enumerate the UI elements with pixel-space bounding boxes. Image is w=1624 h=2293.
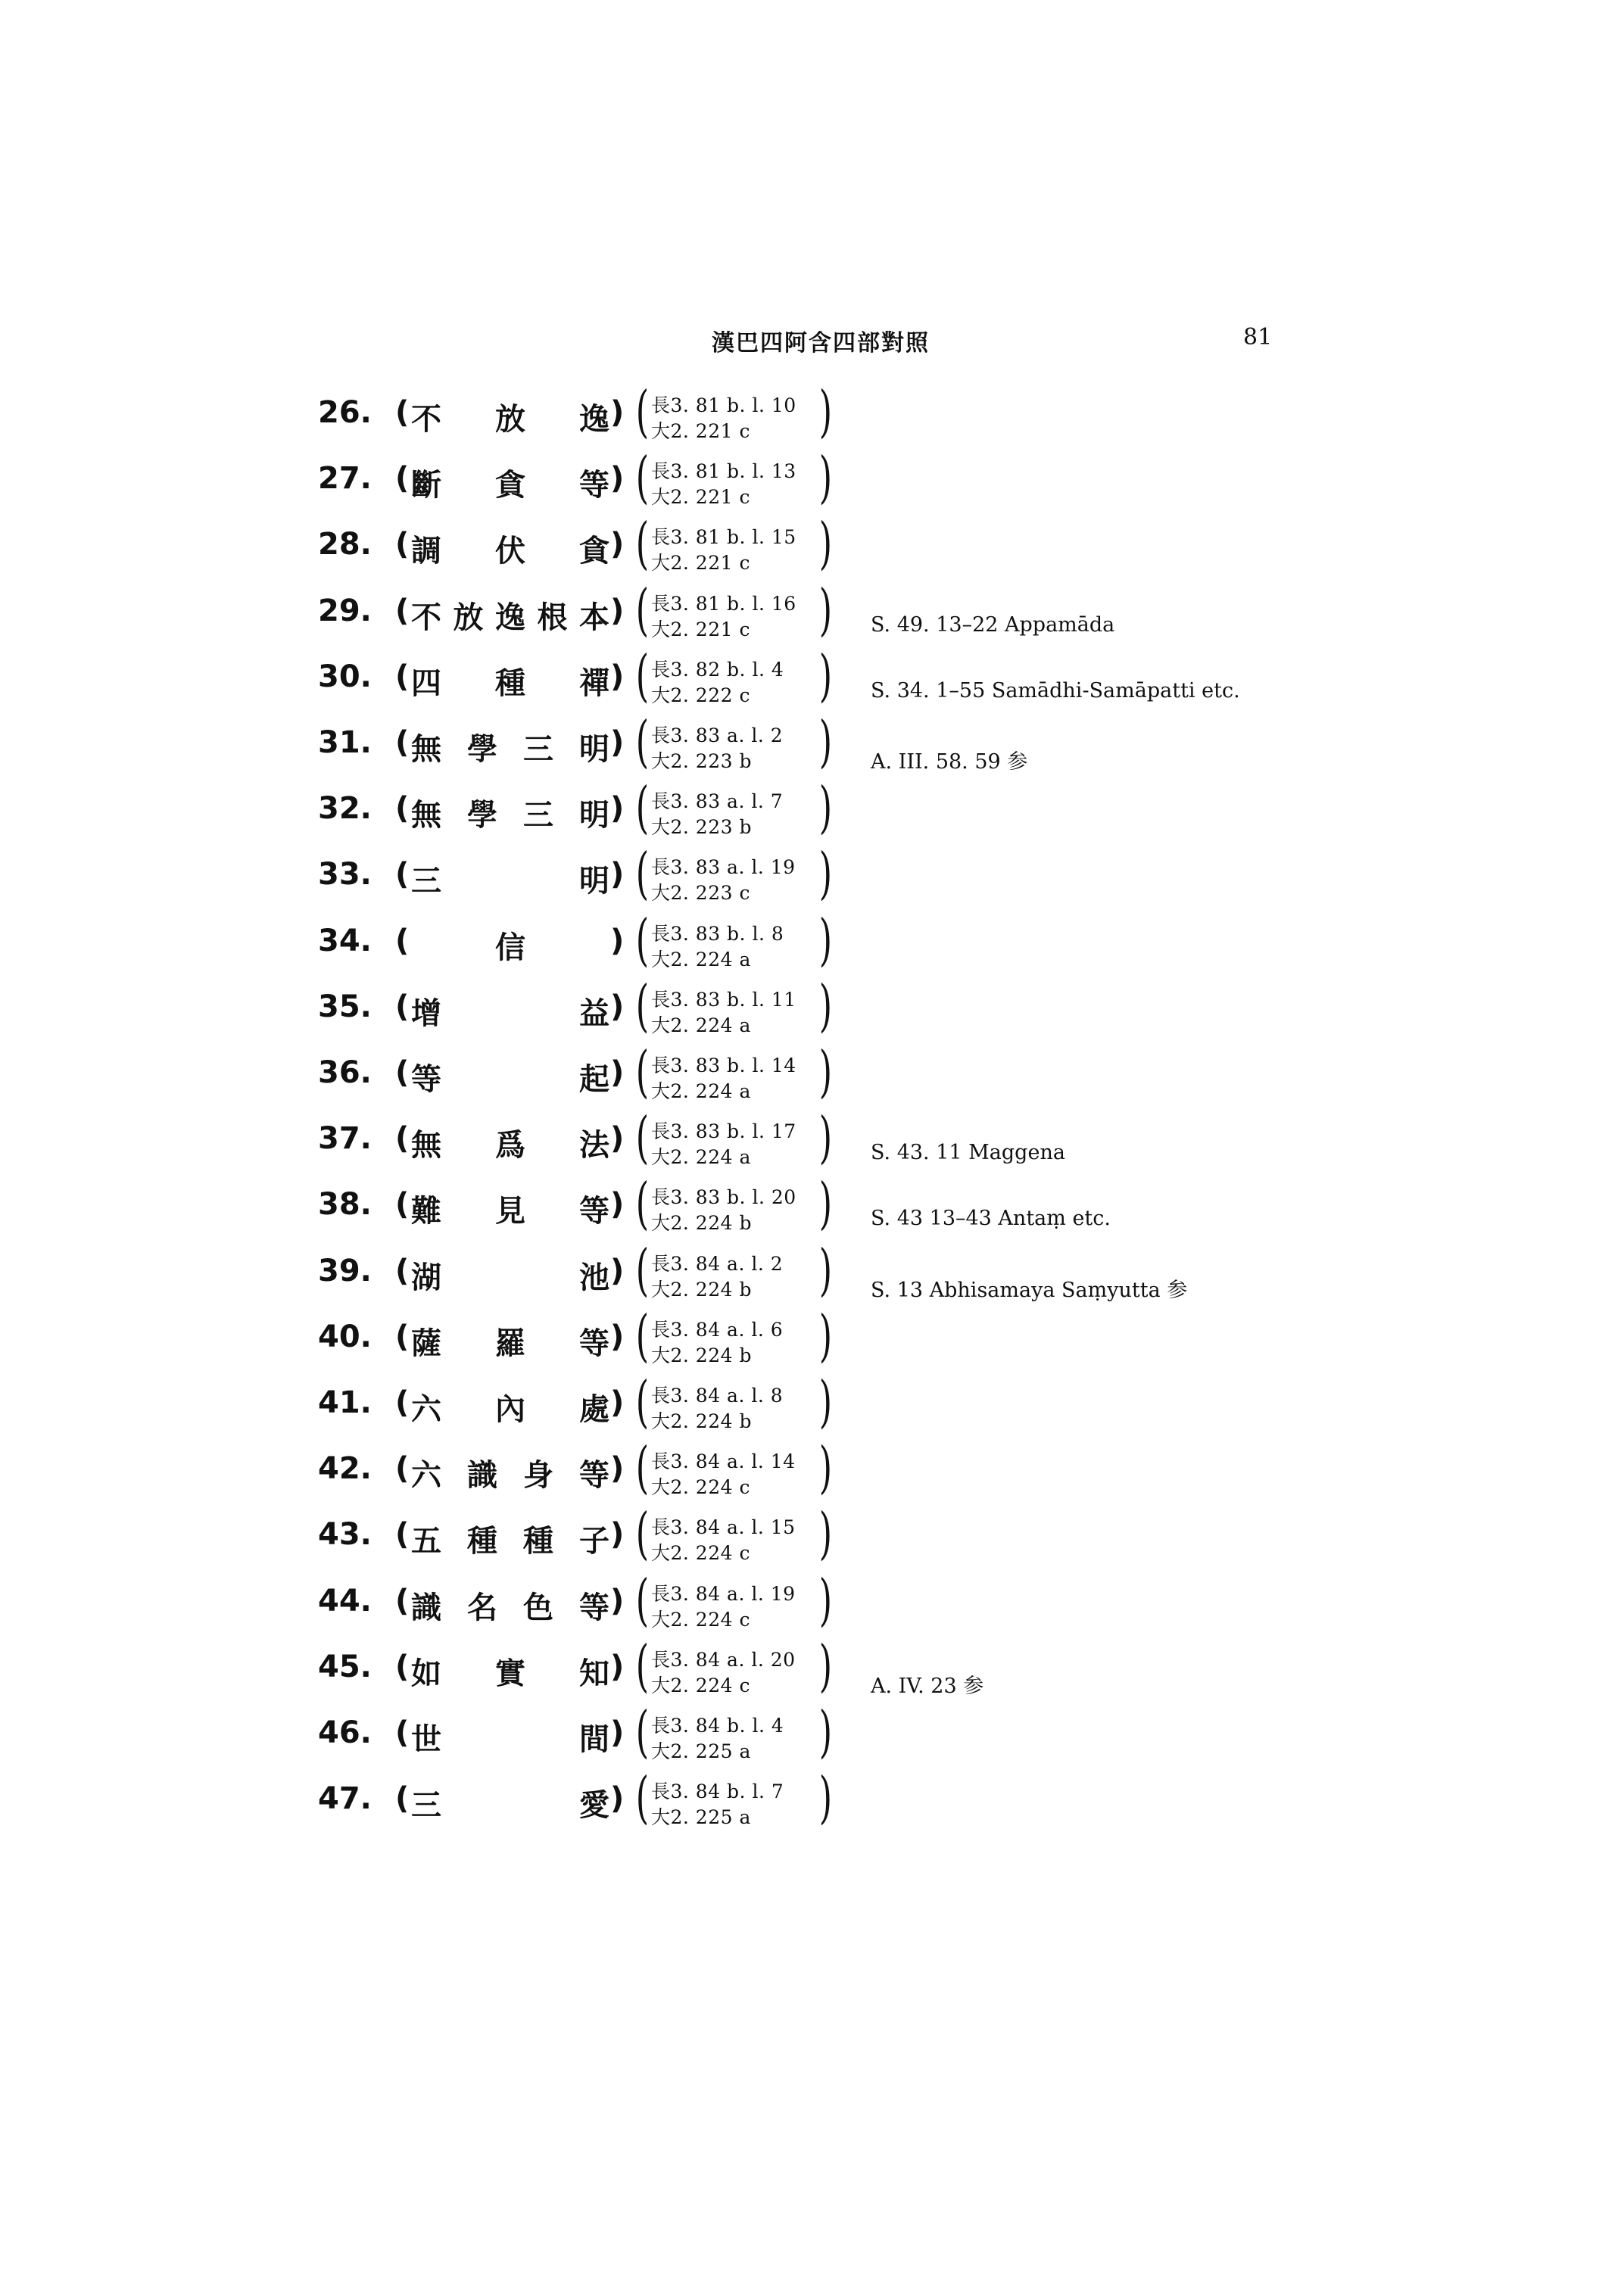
entry-title: 六 內 處 bbox=[411, 1392, 609, 1427]
reference-taisho: 大2. 225 a bbox=[651, 1806, 751, 1829]
reference-agama: 長3. 83 a. l. 19 bbox=[651, 856, 796, 879]
entry-number: 32. bbox=[318, 791, 372, 827]
reference-agama: 長3. 82 b. l. 4 bbox=[651, 658, 784, 681]
reference-block bbox=[631, 1303, 843, 1371]
title-open-paren: ( bbox=[395, 725, 410, 760]
entry-title: 四 種 禪 bbox=[411, 665, 609, 701]
title-close-paren: ) bbox=[610, 1583, 625, 1618]
reference-block bbox=[631, 1237, 843, 1305]
title-close-paren: ) bbox=[610, 461, 625, 497]
reference-open-paren: ( bbox=[635, 1567, 650, 1633]
reference-block bbox=[631, 379, 843, 447]
list-item bbox=[0, 1105, 1624, 1173]
reference-close-paren: ) bbox=[818, 1765, 833, 1831]
reference-taisho: 大2. 224 c bbox=[651, 1542, 750, 1565]
list-item bbox=[0, 445, 1624, 512]
reference-agama: 長3. 84 a. l. 19 bbox=[651, 1582, 796, 1605]
reference-agama: 長3. 84 a. l. 14 bbox=[651, 1450, 796, 1473]
reference-block bbox=[631, 577, 843, 645]
entry-number: 37. bbox=[318, 1121, 372, 1157]
reference-block bbox=[631, 709, 843, 777]
reference-close-paren: ) bbox=[818, 379, 833, 444]
reference-close-paren: ) bbox=[818, 1171, 833, 1237]
reference-agama: 長3. 84 a. l. 20 bbox=[651, 1648, 796, 1671]
reference-block bbox=[631, 907, 843, 975]
entry-number: 47. bbox=[318, 1781, 372, 1817]
entry-title: 斷 貪 等 bbox=[411, 468, 609, 503]
reference-taisho: 大2. 224 b bbox=[651, 1410, 752, 1432]
reference-block bbox=[631, 1765, 843, 1833]
list-item bbox=[0, 709, 1624, 777]
reference-close-paren: ) bbox=[818, 1501, 833, 1567]
reference-agama: 長3. 83 b. l. 11 bbox=[651, 988, 796, 1011]
title-close-paren: ) bbox=[610, 791, 625, 827]
title-open-paren: ( bbox=[395, 1781, 410, 1817]
title-open-paren: ( bbox=[395, 1121, 410, 1157]
reference-open-paren: ( bbox=[635, 1171, 650, 1237]
reference-open-paren: ( bbox=[635, 577, 650, 643]
reference-taisho: 大2. 222 c bbox=[651, 684, 750, 706]
entry-number: 31. bbox=[318, 725, 372, 760]
reference-block bbox=[631, 643, 843, 711]
reference-open-paren: ( bbox=[635, 445, 650, 511]
entry-title: 難 見 等 bbox=[411, 1194, 609, 1229]
pali-reference: S. 13 Abhisamaya Saṃyutta 参 bbox=[871, 1278, 1188, 1302]
list-item bbox=[0, 1765, 1624, 1833]
reference-agama: 長3. 83 b. l. 17 bbox=[651, 1120, 796, 1143]
reference-agama: 長3. 81 b. l. 15 bbox=[651, 526, 796, 549]
entry-title: 三 愛 bbox=[411, 1788, 609, 1824]
entry-title: 五 種 種 子 bbox=[411, 1524, 609, 1559]
entry-number: 43. bbox=[318, 1517, 372, 1553]
title-close-paren: ) bbox=[610, 1715, 625, 1750]
title-close-paren: ) bbox=[610, 1055, 625, 1090]
title-open-paren: ( bbox=[395, 1319, 410, 1354]
entry-number: 30. bbox=[318, 659, 372, 694]
reference-close-paren: ) bbox=[818, 511, 833, 577]
entry-title: 無 學 三 明 bbox=[411, 732, 609, 767]
title-close-paren: ) bbox=[610, 857, 625, 893]
reference-open-paren: ( bbox=[635, 775, 650, 841]
reference-close-paren: ) bbox=[818, 1105, 833, 1171]
list-item bbox=[0, 511, 1624, 578]
reference-taisho: 大2. 221 c bbox=[651, 618, 750, 640]
reference-agama: 長3. 84 a. l. 15 bbox=[651, 1516, 796, 1539]
entry-number: 39. bbox=[318, 1253, 372, 1288]
reference-close-paren: ) bbox=[818, 841, 833, 907]
title-close-paren: ) bbox=[610, 593, 625, 628]
reference-open-paren: ( bbox=[635, 973, 650, 1039]
reference-open-paren: ( bbox=[635, 379, 650, 444]
reference-close-paren: ) bbox=[818, 1039, 833, 1104]
reference-open-paren: ( bbox=[635, 907, 650, 973]
entry-number: 28. bbox=[318, 527, 372, 562]
reference-open-paren: ( bbox=[635, 1765, 650, 1831]
reference-open-paren: ( bbox=[635, 841, 650, 907]
list-item bbox=[0, 643, 1624, 711]
list-item bbox=[0, 907, 1624, 975]
reference-agama: 長3. 83 b. l. 20 bbox=[651, 1186, 796, 1209]
list-item bbox=[0, 1567, 1624, 1635]
reference-agama: 長3. 81 b. l. 16 bbox=[651, 592, 796, 615]
title-close-paren: ) bbox=[610, 1451, 625, 1487]
pali-reference: S. 43 13–43 Antaṃ etc. bbox=[871, 1207, 1111, 1231]
list-item bbox=[0, 841, 1624, 908]
reference-close-paren: ) bbox=[818, 643, 833, 709]
list-item bbox=[0, 577, 1624, 645]
reference-open-paren: ( bbox=[635, 709, 650, 774]
reference-block bbox=[631, 1435, 843, 1503]
reference-block bbox=[631, 1567, 843, 1635]
reference-block bbox=[631, 1105, 843, 1173]
entry-number: 36. bbox=[318, 1055, 372, 1090]
reference-close-paren: ) bbox=[818, 1699, 833, 1765]
list-item bbox=[0, 973, 1624, 1041]
entry-title: 世 間 bbox=[411, 1722, 609, 1757]
title-open-paren: ( bbox=[395, 461, 410, 497]
entry-title: 無 爲 法 bbox=[411, 1128, 609, 1164]
list-item bbox=[0, 1369, 1624, 1437]
reference-taisho: 大2. 221 c bbox=[651, 486, 750, 509]
list-item bbox=[0, 1237, 1624, 1305]
title-open-paren: ( bbox=[395, 989, 410, 1024]
reference-open-paren: ( bbox=[635, 1237, 650, 1303]
reference-taisho: 大2. 225 a bbox=[651, 1740, 751, 1762]
reference-taisho: 大2. 224 a bbox=[651, 1080, 751, 1102]
title-open-paren: ( bbox=[395, 923, 410, 958]
reference-close-paren: ) bbox=[818, 1303, 833, 1369]
title-close-paren: ) bbox=[610, 1781, 625, 1817]
reference-open-paren: ( bbox=[635, 1699, 650, 1765]
reference-agama: 長3. 81 b. l. 10 bbox=[651, 394, 796, 416]
title-open-paren: ( bbox=[395, 1187, 410, 1223]
title-close-paren: ) bbox=[610, 1253, 625, 1288]
reference-block bbox=[631, 445, 843, 512]
title-open-paren: ( bbox=[395, 395, 410, 430]
reference-open-paren: ( bbox=[635, 1435, 650, 1501]
title-open-paren: ( bbox=[395, 527, 410, 562]
list-item bbox=[0, 775, 1624, 843]
page-number: 81 bbox=[1243, 324, 1273, 350]
entry-title: 不 放 逸 bbox=[411, 402, 609, 437]
entry-title: 六 識 身 等 bbox=[411, 1458, 609, 1494]
list-item bbox=[0, 1633, 1624, 1701]
reference-agama: 長3. 81 b. l. 13 bbox=[651, 460, 796, 483]
reference-close-paren: ) bbox=[818, 577, 833, 643]
entry-number: 27. bbox=[318, 461, 372, 497]
reference-taisho: 大2. 224 a bbox=[651, 948, 751, 970]
reference-close-paren: ) bbox=[818, 445, 833, 511]
title-open-paren: ( bbox=[395, 857, 410, 893]
reference-taisho: 大2. 224 c bbox=[651, 1608, 750, 1631]
reference-open-paren: ( bbox=[635, 1369, 650, 1435]
reference-taisho: 大2. 224 c bbox=[651, 1476, 750, 1499]
reference-open-paren: ( bbox=[635, 511, 650, 577]
reference-open-paren: ( bbox=[635, 1633, 650, 1699]
title-close-paren: ) bbox=[610, 1319, 625, 1354]
entry-title: 調 伏 貪 bbox=[411, 534, 609, 569]
list-item bbox=[0, 1435, 1624, 1503]
pali-reference: S. 49. 13–22 Appamāda bbox=[871, 612, 1115, 637]
reference-block bbox=[631, 1039, 843, 1107]
title-close-paren: ) bbox=[610, 527, 625, 562]
reference-close-paren: ) bbox=[818, 1369, 833, 1435]
reference-close-paren: ) bbox=[818, 709, 833, 774]
reference-agama: 長3. 84 b. l. 4 bbox=[651, 1715, 784, 1737]
title-close-paren: ) bbox=[610, 659, 625, 694]
reference-open-paren: ( bbox=[635, 1303, 650, 1369]
reference-taisho: 大2. 223 c bbox=[651, 882, 750, 905]
entry-number: 35. bbox=[318, 989, 372, 1024]
reference-close-paren: ) bbox=[818, 1567, 833, 1633]
reference-agama: 長3. 84 a. l. 6 bbox=[651, 1318, 784, 1341]
reference-close-paren: ) bbox=[818, 973, 833, 1039]
title-close-paren: ) bbox=[610, 1385, 625, 1420]
title-open-paren: ( bbox=[395, 1385, 410, 1420]
entry-number: 40. bbox=[318, 1319, 372, 1354]
reference-close-paren: ) bbox=[818, 907, 833, 973]
reference-block bbox=[631, 775, 843, 843]
entry-title: 識 名 色 等 bbox=[411, 1590, 609, 1625]
reference-agama: 長3. 83 b. l. 14 bbox=[651, 1055, 796, 1076]
entry-title: 等 起 bbox=[411, 1062, 609, 1097]
reference-block bbox=[631, 1501, 843, 1569]
reference-taisho: 大2. 223 b bbox=[651, 750, 752, 772]
entry-title: 不 放 逸 根 本 bbox=[411, 600, 609, 635]
reference-taisho: 大2. 224 a bbox=[651, 1146, 751, 1169]
reference-agama: 長3. 83 a. l. 2 bbox=[651, 724, 784, 746]
title-close-paren: ) bbox=[610, 1517, 625, 1553]
list-item bbox=[0, 1501, 1624, 1569]
entry-number: 41. bbox=[318, 1385, 372, 1420]
reference-block bbox=[631, 511, 843, 578]
reference-close-paren: ) bbox=[818, 775, 833, 841]
title-open-paren: ( bbox=[395, 1517, 410, 1553]
reference-close-paren: ) bbox=[818, 1435, 833, 1501]
list-item bbox=[0, 1039, 1624, 1107]
title-close-paren: ) bbox=[610, 989, 625, 1024]
title-close-paren: ) bbox=[610, 923, 625, 958]
title-close-paren: ) bbox=[610, 395, 625, 430]
title-open-paren: ( bbox=[395, 593, 410, 628]
reference-block bbox=[631, 973, 843, 1041]
pali-reference: A. IV. 23 参 bbox=[871, 1674, 984, 1698]
list-item bbox=[0, 379, 1624, 447]
pali-reference: A. III. 58. 59 参 bbox=[871, 750, 1028, 774]
title-open-paren: ( bbox=[395, 791, 410, 827]
reference-block bbox=[631, 1633, 843, 1701]
reference-taisho: 大2. 224 a bbox=[651, 1014, 751, 1036]
list-item bbox=[0, 1171, 1624, 1238]
list-item bbox=[0, 1303, 1624, 1371]
entry-title: 信 bbox=[495, 930, 525, 965]
reference-close-paren: ) bbox=[818, 1237, 833, 1303]
title-open-paren: ( bbox=[395, 1583, 410, 1618]
reference-open-paren: ( bbox=[635, 1039, 650, 1104]
title-close-paren: ) bbox=[610, 1121, 625, 1157]
pali-reference: S. 34. 1–55 Samādhi-Samāpatti etc. bbox=[871, 678, 1240, 703]
reference-block bbox=[631, 1171, 843, 1238]
reference-open-paren: ( bbox=[635, 1501, 650, 1567]
reference-open-paren: ( bbox=[635, 1105, 650, 1171]
title-open-paren: ( bbox=[395, 659, 410, 694]
pali-reference: S. 43. 11 Maggena bbox=[871, 1141, 1065, 1165]
entry-title: 增 益 bbox=[411, 995, 609, 1031]
entry-title: 三 明 bbox=[411, 864, 609, 899]
reference-taisho: 大2. 224 b bbox=[651, 1278, 752, 1301]
reference-agama: 長3. 83 b. l. 8 bbox=[651, 922, 784, 945]
title-close-paren: ) bbox=[610, 725, 625, 760]
entry-number: 45. bbox=[318, 1649, 372, 1684]
title-close-paren: ) bbox=[610, 1649, 625, 1684]
reference-block bbox=[631, 1369, 843, 1437]
reference-taisho: 大2. 224 c bbox=[651, 1674, 750, 1696]
reference-agama: 長3. 84 a. l. 8 bbox=[651, 1385, 784, 1407]
entry-title: 無 學 三 明 bbox=[411, 798, 609, 833]
reference-taisho: 大2. 221 c bbox=[651, 552, 750, 575]
title-open-paren: ( bbox=[395, 1715, 410, 1750]
title-open-paren: ( bbox=[395, 1055, 410, 1090]
page-title: 漢巴四阿含四部對照 bbox=[712, 330, 930, 357]
reference-agama: 長3. 83 a. l. 7 bbox=[651, 790, 784, 813]
reference-block bbox=[631, 841, 843, 908]
title-open-paren: ( bbox=[395, 1253, 410, 1288]
reference-agama: 長3. 84 b. l. 7 bbox=[651, 1781, 784, 1803]
entry-title: 湖 池 bbox=[411, 1260, 609, 1295]
entry-number: 33. bbox=[318, 857, 372, 893]
entry-title: 如 實 知 bbox=[411, 1656, 609, 1691]
entry-number: 46. bbox=[318, 1715, 372, 1750]
reference-taisho: 大2. 224 b bbox=[651, 1212, 752, 1235]
reference-taisho: 大2. 221 c bbox=[651, 420, 750, 442]
entry-number: 44. bbox=[318, 1583, 372, 1618]
entry-number: 26. bbox=[318, 395, 372, 430]
list-item bbox=[0, 1699, 1624, 1767]
entry-number: 29. bbox=[318, 593, 372, 628]
reference-taisho: 大2. 224 b bbox=[651, 1344, 752, 1366]
entry-number: 42. bbox=[318, 1451, 372, 1487]
entry-number: 34. bbox=[318, 923, 372, 958]
entry-title: 薩 羅 等 bbox=[411, 1326, 609, 1361]
title-close-paren: ) bbox=[610, 1187, 625, 1223]
reference-taisho: 大2. 223 b bbox=[651, 816, 752, 839]
reference-agama: 長3. 84 a. l. 2 bbox=[651, 1252, 784, 1275]
title-open-paren: ( bbox=[395, 1451, 410, 1487]
reference-block bbox=[631, 1699, 843, 1767]
reference-close-paren: ) bbox=[818, 1633, 833, 1699]
reference-open-paren: ( bbox=[635, 643, 650, 709]
title-open-paren: ( bbox=[395, 1649, 410, 1684]
entry-number: 38. bbox=[318, 1187, 372, 1223]
